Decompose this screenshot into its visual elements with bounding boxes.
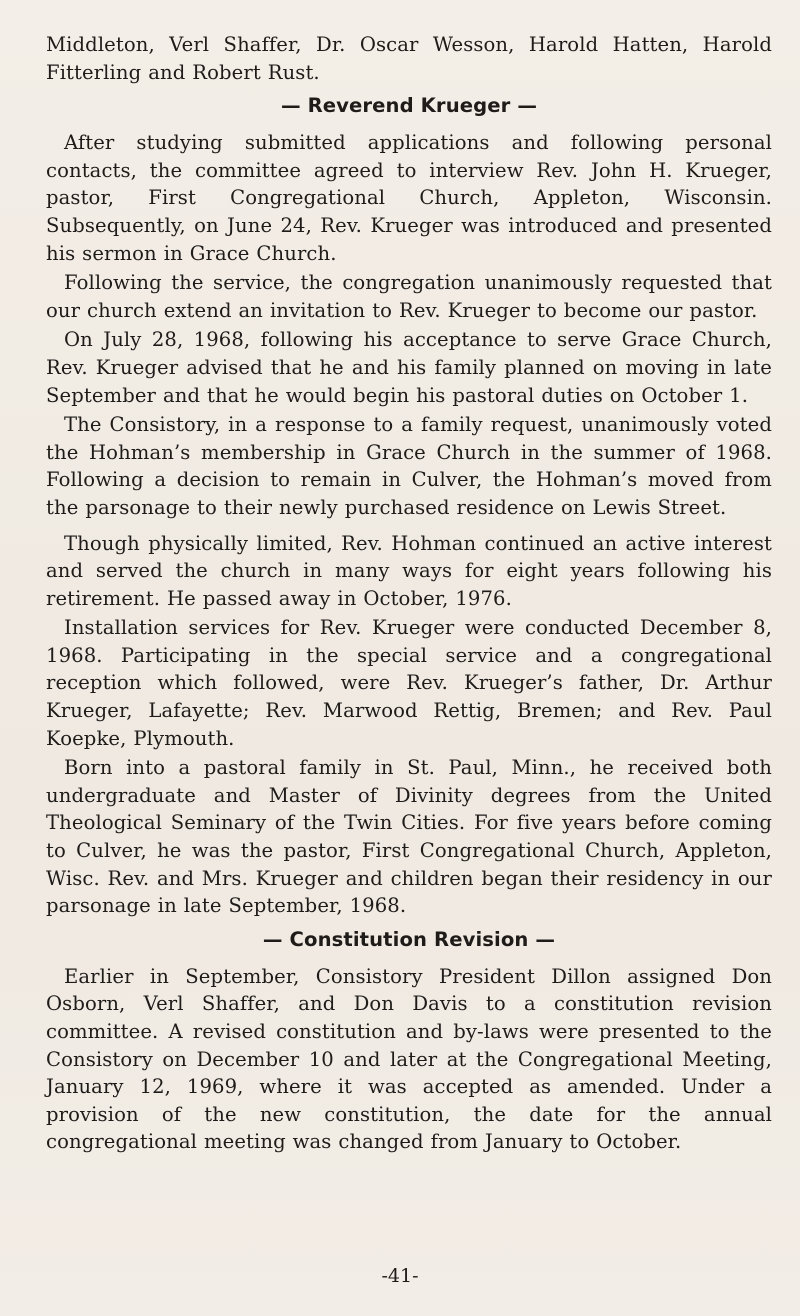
paragraph-hohman-membership: The Consistory, in a response to a family request, unanimously voted the Hohman’s membership in Grace Church in the summer of 1968. Following a decision to remain in Culver, the Hohman’s moved from the parsonage to their newly purchased residence on Lewis Street.	[46, 413, 772, 519]
paragraph-constitution-revision: Earlier in September, Consistory President Dillon assigned Don Osborn, Verl Shaffer, and Don Davis to a constitution revision committee. A revised constitution and by-laws were presented to the Consistory on December 10 and later at the Congregational Meeting, January 12, 1969, where it was accepted as amended. Under a provision of the new constitution, the date for the annual congregational meeting was changed from January to October.	[46, 964, 772, 1154]
paragraph-installation: Installation services for Rev. Krueger were conducted December 8, 1968. Participating in the special service and a congregational reception which followed, were Rev. Krueger’s father, Dr. Arthur Krueger, Lafayette; Rev. Marwood Rettig, Bremen; and Rev. Paul Koepke, Plymouth.	[46, 616, 772, 750]
section-heading-reverend-krueger: — Reverend Krueger —	[280, 94, 538, 118]
page-number: -41-	[381, 1265, 419, 1287]
paragraph-krueger-interview: After studying submitted applications and following personal contacts, the committee agreed to interview Rev. John H. Krueger, pastor, First Congregational Church, Appleton, Wisconsin. Subsequently, on June 24, Rev. Krueger was introduced and presented his sermon in Grace Church.	[46, 131, 772, 265]
paragraph-krueger-background: Born into a pastoral family in St. Paul, Minn., he received both undergraduate and Master of Divinity degrees from the United Theological Seminary of the Twin Cities. For five years before coming to Culver, he was the pastor, First Congregational Church, Appleton, Wisc. Rev. and Mrs. Krueger and children began their residency in our parsonage in late September, 1968.	[46, 756, 772, 918]
section-heading-constitution-revision: — Constitution Revision —	[262, 927, 556, 951]
paragraph-acceptance: On July 28, 1968, following his acceptance to serve Grace Church, Rev. Krueger advised that he and his family planned on moving in late September and that he would begin his pastoral duties on October 1.	[46, 328, 772, 407]
paragraph-hohman-retirement: Though physically limited, Rev. Hohman continued an active interest and served the church in many ways for eight years following his retirement. He passed away in October, 1976.	[46, 531, 772, 610]
intro-paragraph: Middleton, Verl Shaffer, Dr. Oscar Wesson, Harold Hatten, Harold Fitterling and Robert Rust.	[46, 33, 772, 84]
paragraph-congregation-request: Following the service, the congregation unanimously requested that our church extend an invitation to Rev. Krueger to become our pastor.	[46, 271, 772, 322]
